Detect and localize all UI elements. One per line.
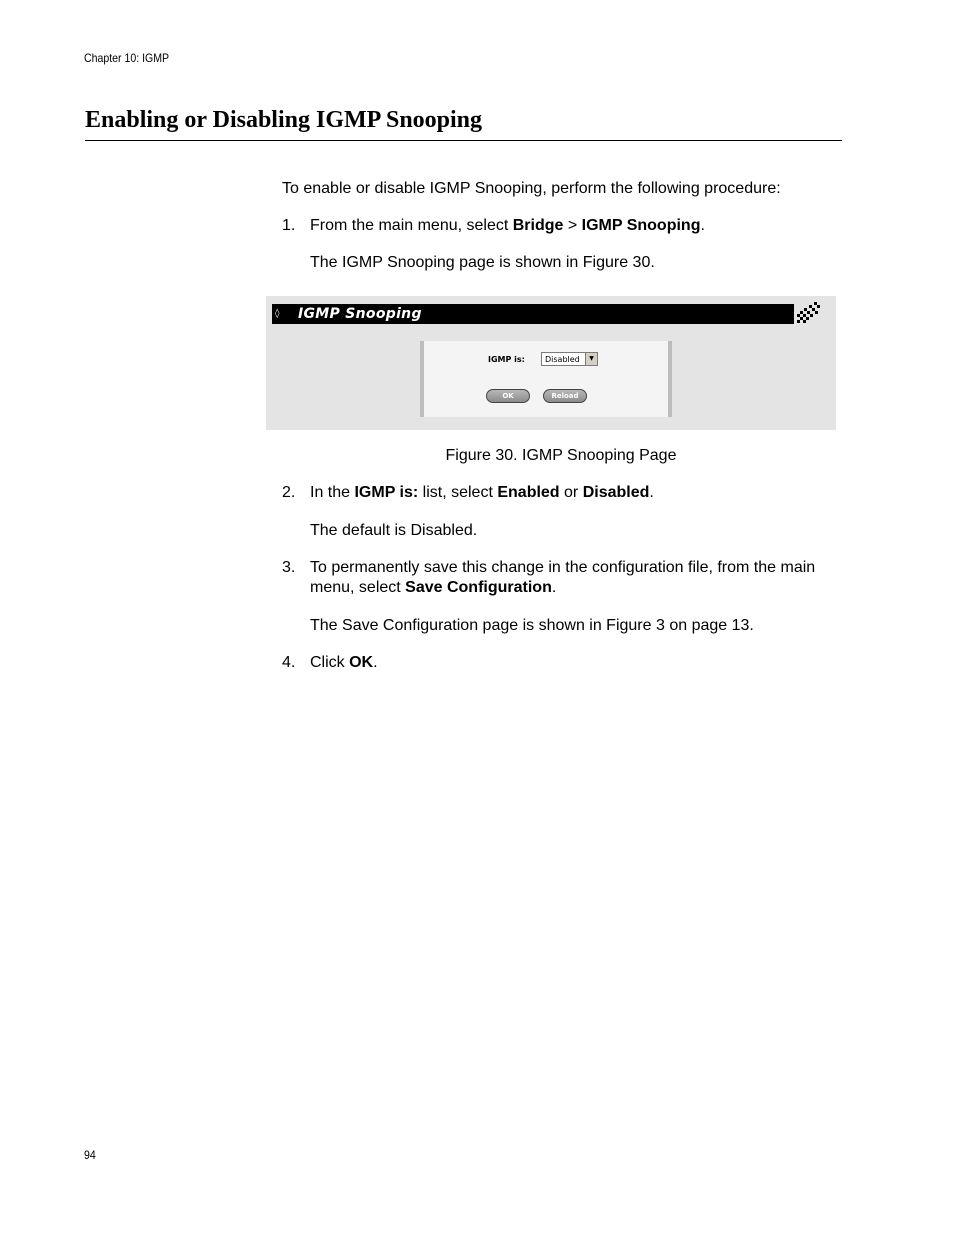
step-2-text	[310, 483, 830, 503]
step-1-bridge: Bridge	[512, 217, 564, 234]
igmp-status-value: Disabled	[545, 355, 580, 364]
chevron-down-icon[interactable]: ▼	[585, 353, 597, 365]
ok-button[interactable]: OK	[486, 389, 530, 403]
step-3-part: To permanently save this change in the configuration file, from the main menu, select	[310, 559, 816, 596]
step-1-note: The IGMP Snooping page is shown in Figure 30.	[310, 254, 655, 271]
step-1-part: From the main menu, select	[310, 217, 513, 234]
step-2-enabled: Enabled	[497, 484, 560, 501]
step-2-igmp-is: IGMP is:	[354, 484, 419, 501]
logo-icon	[794, 300, 822, 324]
bullet-icon: ◊	[275, 309, 280, 319]
step-3-number: 3.	[282, 559, 296, 576]
step-3-part: .	[551, 579, 557, 596]
step-4-part: Click	[310, 654, 350, 671]
step-2-note: The default is Disabled.	[310, 522, 478, 539]
step-1-part: >	[563, 217, 582, 234]
page-number: 94	[84, 1148, 96, 1162]
step-4-ok: OK	[349, 654, 374, 671]
step-1-igmp-snooping: IGMP Snooping	[581, 217, 701, 234]
step-1-text	[310, 216, 830, 236]
figure-caption: Figure 30. IGMP Snooping Page	[445, 447, 677, 464]
igmp-status-select[interactable]	[541, 352, 598, 366]
igmp-is-label: IGMP is:	[488, 355, 525, 364]
step-2-number: 2.	[282, 484, 296, 501]
step-2-part: .	[649, 484, 654, 501]
step-2-part: or	[559, 484, 583, 501]
step-4-text	[310, 653, 830, 673]
igmp-snooping-screenshot	[266, 296, 836, 430]
step-4-number: 4.	[282, 654, 296, 671]
intro-paragraph: To enable or disable IGMP Snooping, perform the following procedure:	[282, 180, 781, 197]
step-2-part: list, select	[418, 484, 498, 501]
window-title: IGMP Snooping	[298, 306, 422, 322]
running-header: Chapter 10: IGMP	[84, 51, 170, 65]
settings-panel	[420, 341, 672, 417]
step-3-note: The Save Configuration page is shown in Figure 3 on page 13.	[310, 617, 754, 634]
step-1-part: .	[700, 217, 705, 234]
title-rule	[85, 140, 842, 141]
step-1-number: 1.	[282, 217, 296, 234]
step-4-part: .	[373, 654, 378, 671]
window-titlebar	[272, 304, 822, 324]
section-title: Enabling or Disabling IGMP Snooping	[85, 107, 483, 133]
step-3-text	[310, 558, 820, 598]
reload-button[interactable]: Reload	[543, 389, 587, 403]
step-3-save-configuration: Save Configuration	[405, 579, 552, 596]
step-2-disabled: Disabled	[582, 484, 650, 501]
step-2-part: In the	[310, 484, 355, 501]
